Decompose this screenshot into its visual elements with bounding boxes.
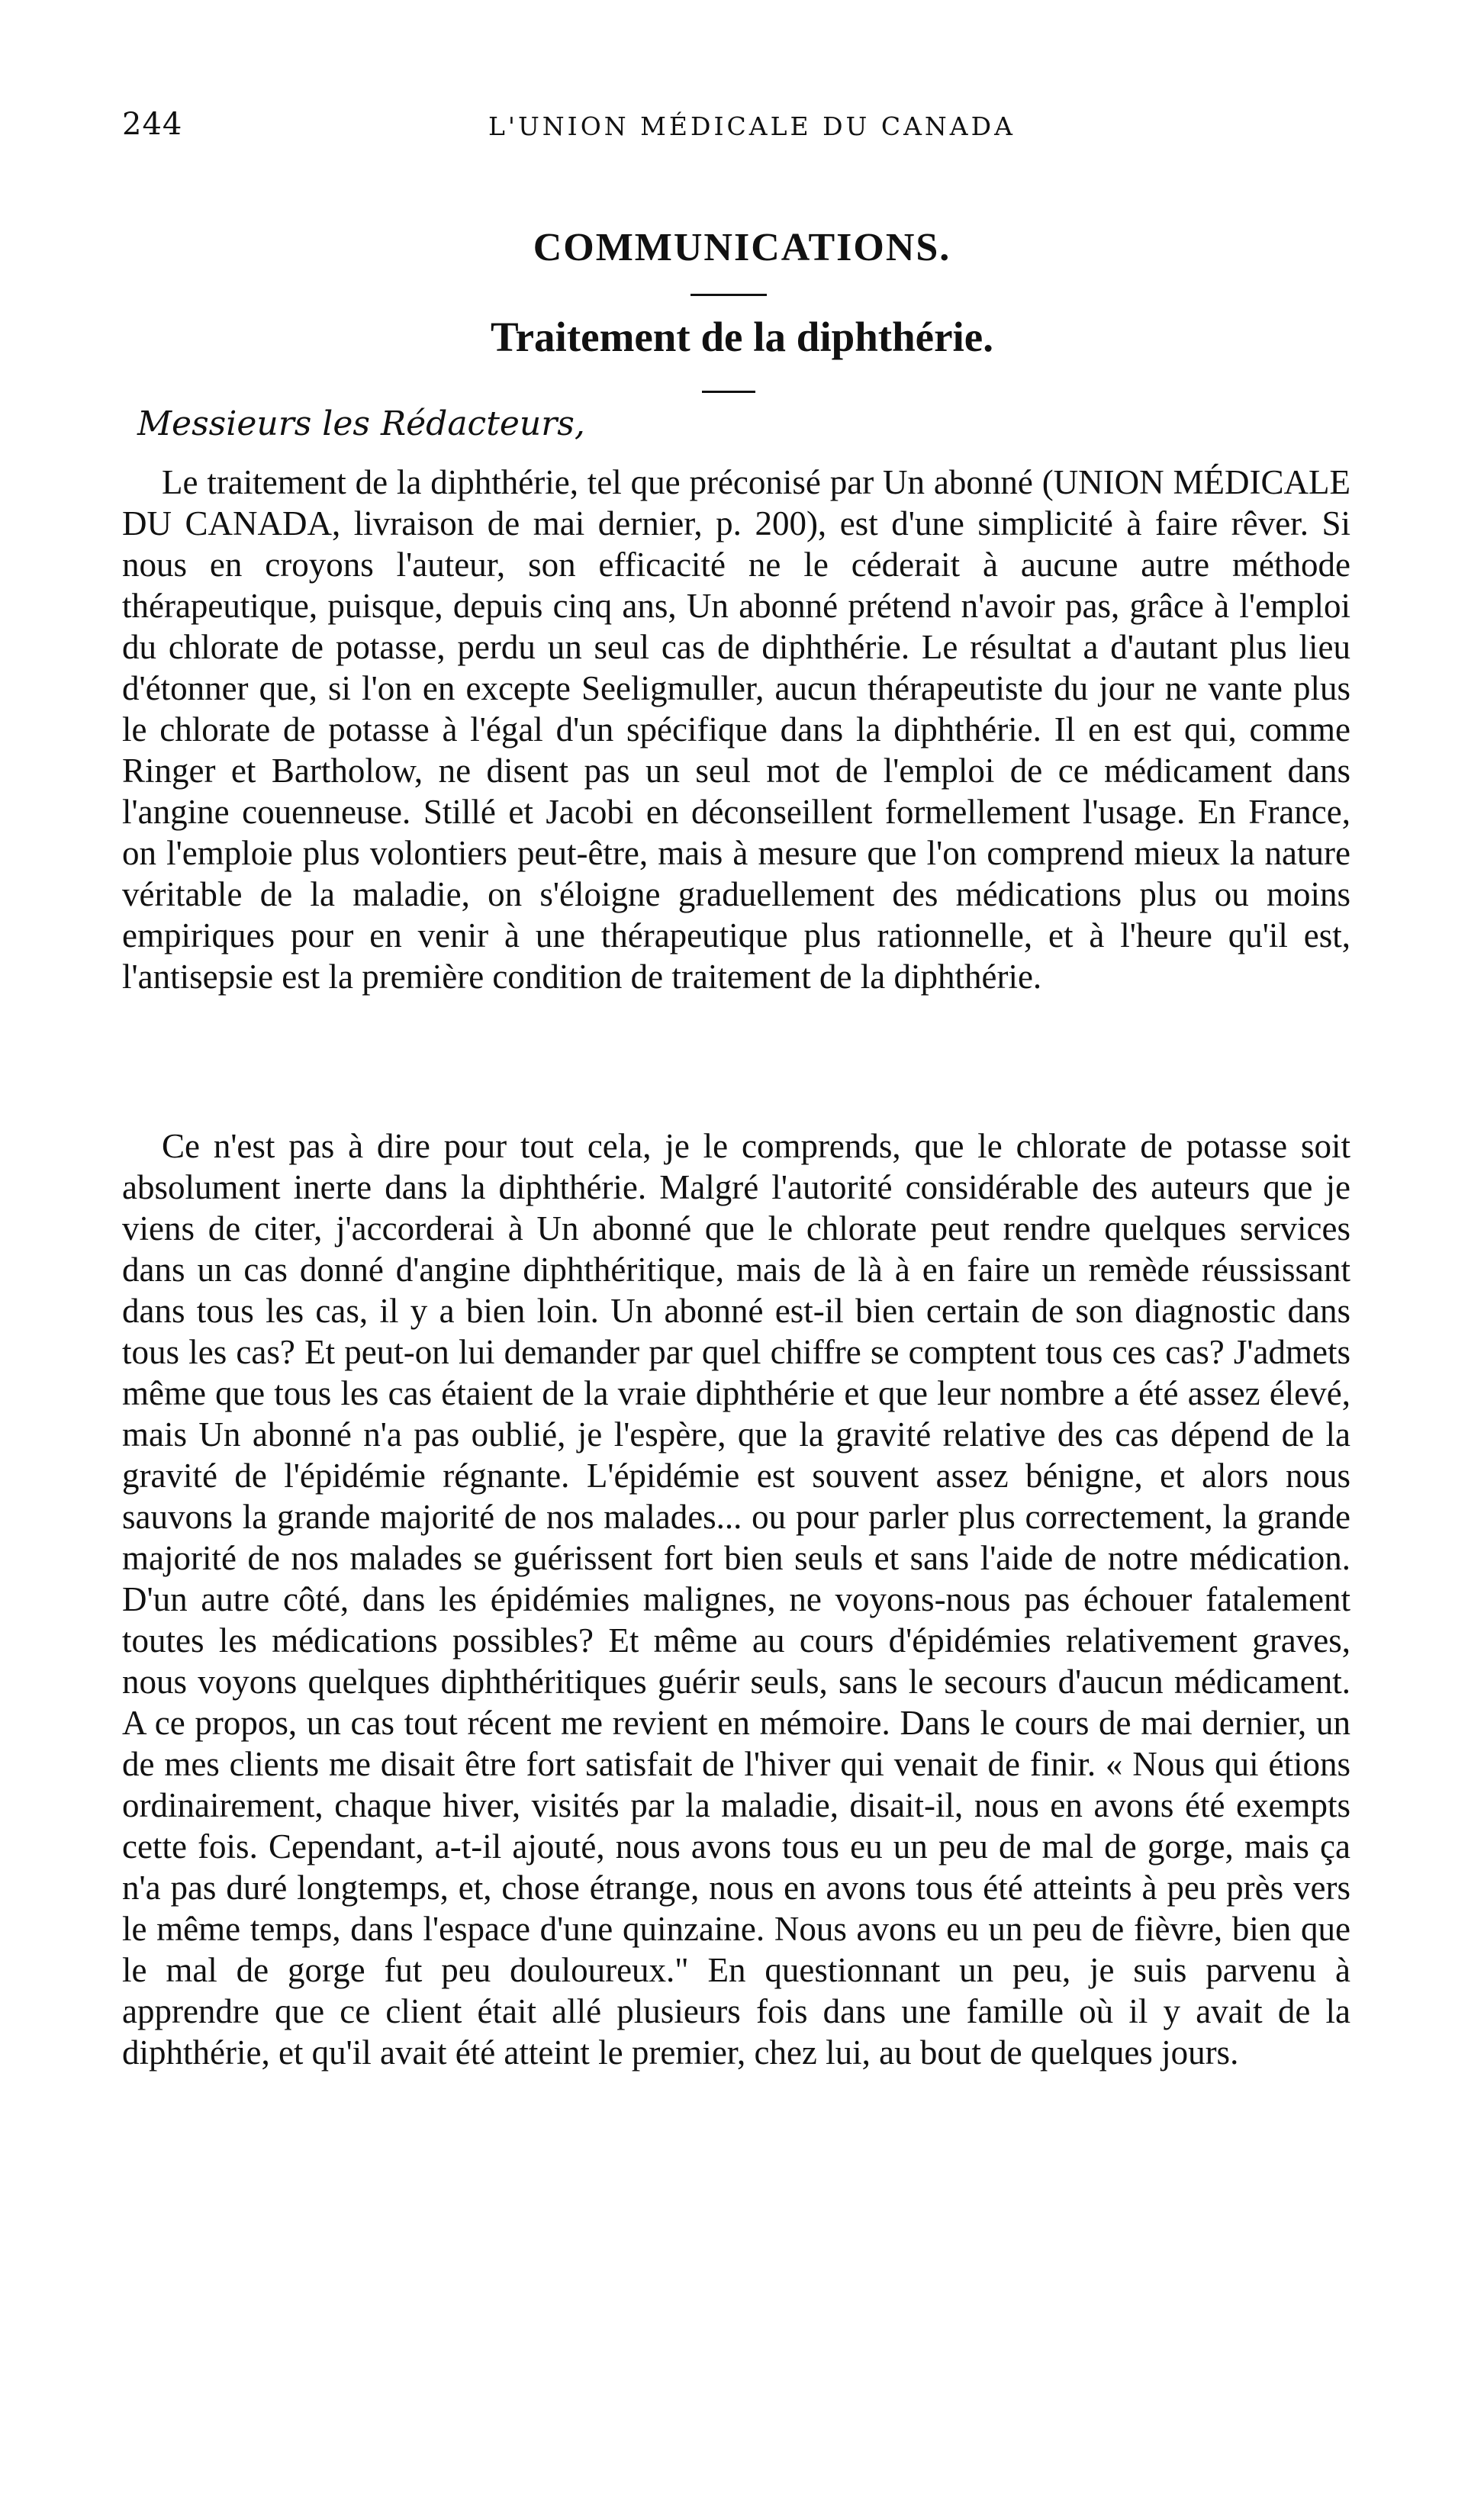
article-title: Traitement de la diphthérie. — [491, 314, 993, 360]
title-divider — [702, 391, 755, 393]
page-header — [122, 107, 1358, 153]
running-title: L'UNION MÉDICALE DU CANADA — [488, 111, 1016, 141]
body-paragraph: Le traitement de la diphthérie, tel que préconisé par Un abonné (UNION MÉDICALE DU CANADA, livraison de mai dernier, p. 200), est d'une simplicité à faire rêver. Si nous en croyons l'auteur, son efficacité ne le céderait à aucune autre méthode thérapeutique, puisque, depuis cinq ans, Un abonné prétend n'avoir pas, grâce à l'emploi du chlorate de potasse, perdu un seul cas de diphthérie. Le résultat a d'autant plus lieu d'étonner que, si l'on en excepte Seeligmuller, aucun thérapeutiste du jour ne vante plus le chlorate de potasse à l'égal d'un spécifique dans la diphthérie. Il en est qui, comme Ringer et Bartholow, ne disent pas un seul mot de l'emploi de ce médicament dans l'angine couenneuse. Stillé et Jacobi en déconseillent formellement l'usage. En France, on l'emploie plus volontiers peut-être, mais à mesure que l'on comprend mieux la nature véritable de la maladie, on s'éloigne graduellement des médications plus ou moins empiriques pour en venir à une thérapeutique plus rationnelle, et à l'heure qu'il est, l'antisepsie est la première condition de traitement de la diphthérie. — [122, 463, 1350, 996]
title-divider — [690, 294, 767, 296]
body-paragraph: Ce n'est pas à dire pour tout cela, je le comprends, que le chlorate de potasse soit absolument inerte dans la diphthérie. Malgré l'autorité considérable des auteurs que je viens de citer, j'accorderai à Un abonné que le chlorate peut rendre quelques services dans un cas donné d'angine diphthéritique, mais de là à en faire un remède réussissant dans tous les cas, il y a bien loin. Un abonné est-il bien certain de son diagnostic dans tous les cas? Et peut-on lui demander par quel chiffre se comptent tous ces cas? J'admets même que tous les cas étaient de la vraie diphthérie et que leur nombre a été assez élevé, mais Un abonné n'a pas oublié, je l'espère, que la gravité relative des cas dépend de la gravité de l'épidémie régnante. L'épidémie est souvent assez bénigne, et alors nous sauvons la grande majorité de nos malades... ou pour parler plus correctement, la grande majorité de nos malades se guérissent fort bien seuls et sans l'aide de notre médication. D'un autre côté, dans les épidémies malignes, ne voyons-nous pas échouer fatalement toutes les médications possibles? Et même au cours d'épidémies relativement graves, nous voyons quelques diphthéritiques guérir seuls, sans le secours d'aucun médicament. A ce propos, un cas tout récent me revient en mémoire. Dans le cours de mai dernier, un de mes clients me disait être fort satisfait de l'hiver qui venait de finir. « Nous qui étions ordinairement, chaque hiver, visités par la maladie, disait-il, nous en avons été exempts cette fois. Cependant, a-t-il ajouté, nous avons tous eu un peu de mal de gorge, mais ça n'a pas duré longtemps, et, chose étrange, nous en avons tous été atteints à peu près vers le même temps, dans l'espace d'une quinzaine. Nous avons eu un peu de fièvre, bien que le mal de gorge fut peu douloureux." En questionnant un peu, je suis parvenu à apprendre que ce client était allé plusieurs fois dans une famille où il y avait de la diphthérie, et qu'il avait été atteint le premier, chez lui, au bout de quelques jours. — [122, 1127, 1350, 2072]
section-title: COMMUNICATIONS. — [533, 226, 951, 269]
salutation: Messieurs les Rédacteurs, — [137, 404, 585, 443]
page-number: 244 — [122, 107, 183, 142]
